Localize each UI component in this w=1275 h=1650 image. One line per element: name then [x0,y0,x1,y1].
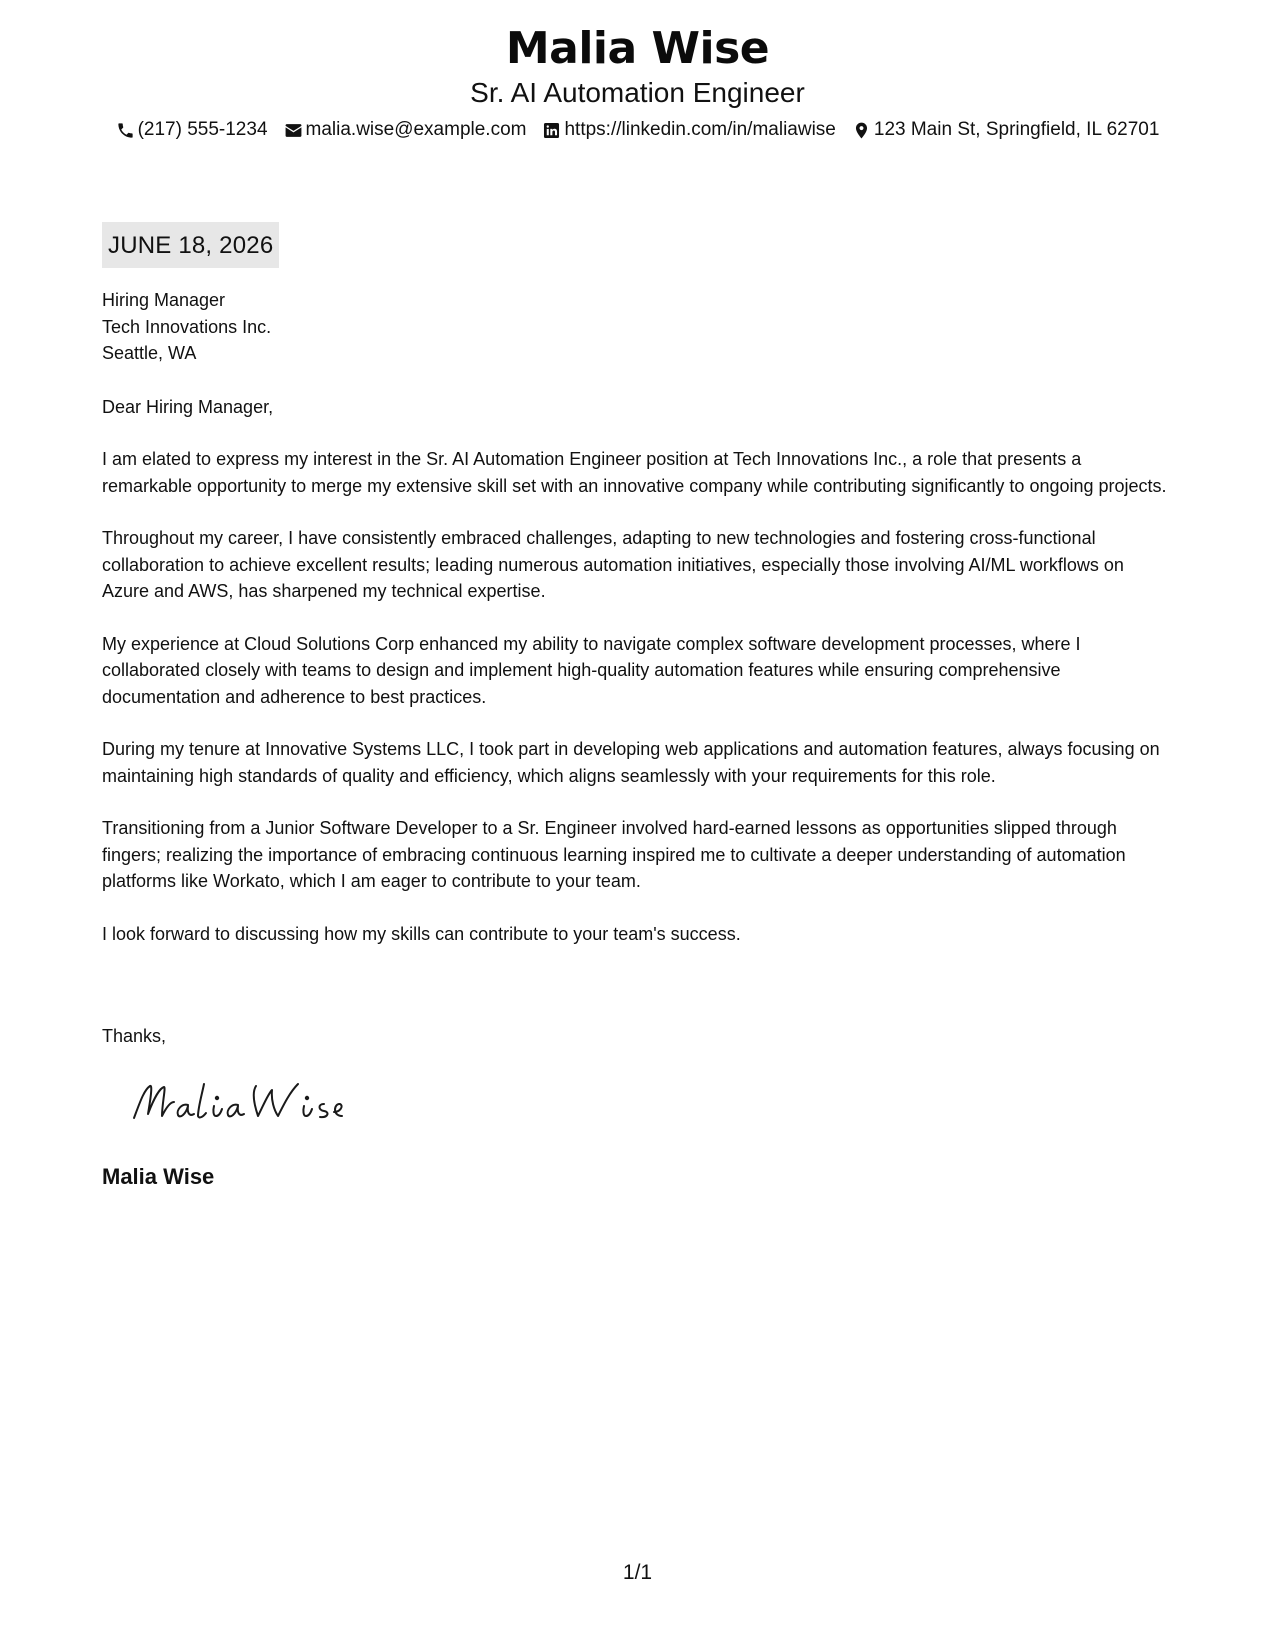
phone-text: (217) 555-1234 [137,119,268,140]
applicant-name: Malia Wise [505,23,770,74]
applicant-title: Sr. AI Automation Engineer [470,77,805,108]
salutation: Dear Hiring Manager, [102,396,274,417]
signature-image [128,1072,348,1132]
body-paragraph: I look forward to discussing how my skills can contribute to your team's success. [102,923,741,944]
contact-phone [116,118,268,142]
contact-email [284,118,527,142]
contact-row [0,118,1275,142]
recipient-block [102,287,1172,367]
address-text: 123 Main St, Springfield, IL 62701 [873,119,1160,140]
phone-icon [116,121,135,140]
map-pin-icon [852,121,871,140]
body-paragraph: My experience at Cloud Solutions Corp enhanced my ability to navigate complex software development processes, where I collaborated closely with teams to design and implement high-quality automation features while ensuring comprehensive documentation and adherence to best practices. [102,633,1081,707]
linkedin-icon [542,121,561,140]
letter-date: JUNE 18, 2026 [102,222,279,268]
recipient-line: Seattle, WA [102,343,197,363]
envelope-icon [284,121,303,140]
handwritten-signature [128,1072,348,1132]
closing: Thanks, [102,1026,167,1046]
contact-address [852,118,1160,142]
letter-header [0,22,1275,142]
body-paragraph: Throughout my career, I have consistently embraced challenges, adapting to new technologies and fostering cross-functional collaboration to achieve excellent results; leading numerous automation initiatives, especially those involving AI/ML workflows on Azure and AWS, has sharpened my technical expertise. [102,528,1124,601]
page-number: 1/1 [622,1561,653,1584]
body-paragraph: During my tenure at Innovative Systems LLC, I took part in developing web applications and automation features, always focusing on maintaining high standards of quality and efficiency, which aligns seamlessly with your requirements for this role. [102,739,1160,786]
linkedin-text: https://linkedin.com/in/maliawise [564,119,836,140]
recipient-line: Hiring Manager [102,290,226,310]
contact-linkedin [542,118,835,142]
body-paragraph: I am elated to express my interest in the Sr. AI Automation Engineer position at Tech Innovations Inc., a role that presents a remarkable opportunity to merge my extensive skill set with an innovative company while contributing significantly to ongoing projects. [102,449,1167,496]
email-text: malia.wise@example.com [305,119,527,140]
signer-name: Malia Wise [102,1164,215,1189]
body-paragraph: Transitioning from a Junior Software Developer to a Sr. Engineer involved hard-earned lessons as opportunities slipped through fingers; realizing the importance of embracing continuous learning inspired me to cultivate a deeper understanding of automation platforms like Workato, which I am eager to contribute to your team. [102,818,1126,891]
letter-body [102,287,1172,947]
recipient-line: Tech Innovations Inc. [102,316,272,337]
